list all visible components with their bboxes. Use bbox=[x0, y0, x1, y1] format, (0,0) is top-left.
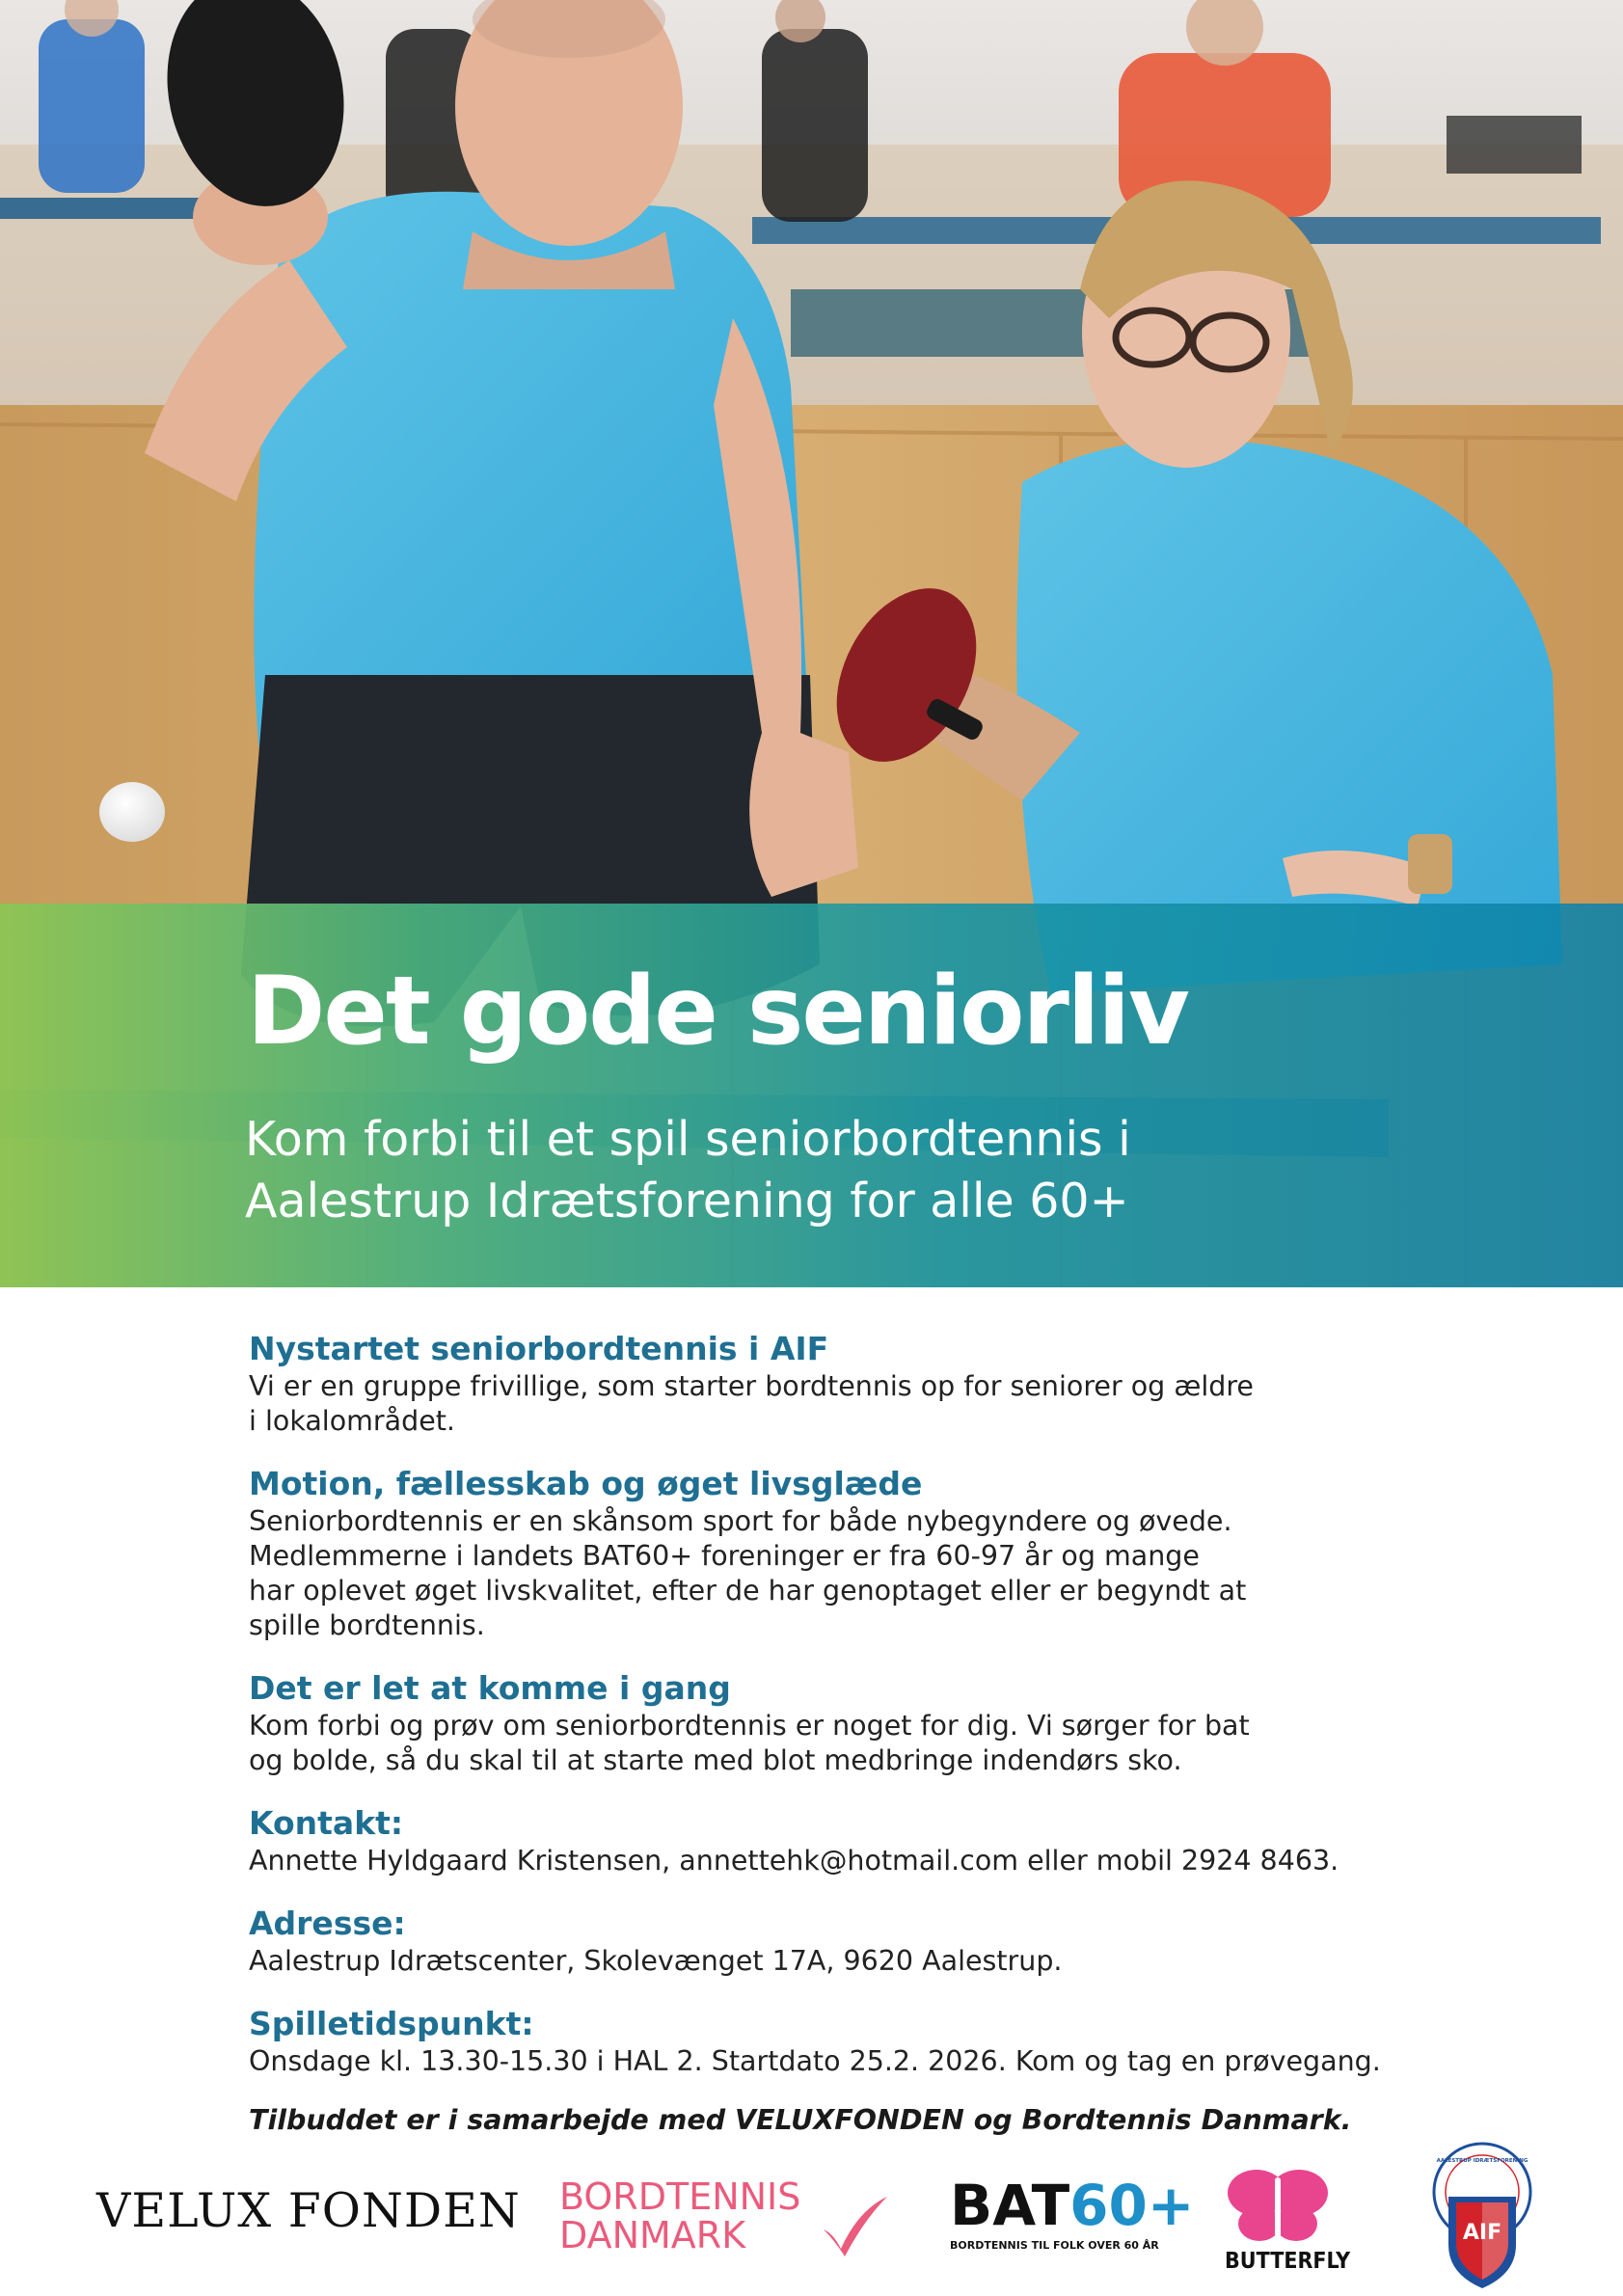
velux-fonden-logo: VELUX FONDEN bbox=[96, 2183, 521, 2238]
section-heading: Motion, fællesskab og øget livsglæde bbox=[249, 1465, 923, 1502]
butterfly-logo-text: BUTTERFLY bbox=[1225, 2249, 1351, 2274]
checkmark-icon bbox=[820, 2191, 891, 2258]
bordtennis-danmark-logo bbox=[559, 2177, 800, 2255]
page-title: Det gode seniorliv bbox=[247, 957, 1188, 1067]
section-address bbox=[249, 1904, 1406, 1979]
section-intro bbox=[249, 1329, 1406, 1439]
bat-logo-tagline: BORDTENNIS TIL FOLK OVER 60 ÅR bbox=[950, 2239, 1159, 2252]
section-text bbox=[249, 1844, 1406, 1878]
text-line: Vi er en gruppe frivillige, som starter bordtennis op for seniorer og ældre bbox=[249, 1370, 1254, 1402]
schedule-line: Onsdage kl. 13.30-15.30 i HAL 2. Startdato 25.2. 2026. Kom og tag en prøvegang. bbox=[249, 2045, 1381, 2077]
text-line: Medlemmerne i landets BAT60+ foreninger er fra 60-97 år og mange bbox=[249, 1540, 1200, 1572]
section-text bbox=[249, 1504, 1406, 1643]
section-heading: Spilletidspunkt: bbox=[249, 2005, 534, 2042]
butterfly-icon bbox=[1225, 2168, 1331, 2245]
hero-subtitle-line: Aalestrup Idrætsforening for alle 60+ bbox=[245, 1174, 1129, 1229]
section-heading: Nystartet seniorbordtennis i AIF bbox=[249, 1330, 829, 1367]
partnership-note: Tilbuddet er i samarbejde med VELUXFONDEN og Bordtennis Danmark. bbox=[249, 2104, 1352, 2136]
hero-subtitle bbox=[245, 1109, 1131, 1232]
aif-badge-label: AIF bbox=[1462, 2221, 1502, 2245]
section-getting-started bbox=[249, 1668, 1406, 1778]
section-heading: Adresse: bbox=[249, 1904, 406, 1942]
section-schedule bbox=[249, 2004, 1406, 2079]
section-heading: Det er let at komme i gang bbox=[249, 1669, 731, 1707]
text-line: Kom forbi og prøv om seniorbordtennis er noget for dig. Vi sørger for bat bbox=[249, 1710, 1250, 1742]
address-line: Aalestrup Idrætscenter, Skolevænget 17A, 9620 Aalestrup. bbox=[249, 1945, 1063, 1977]
bat60-logo bbox=[950, 2173, 1195, 2252]
butterfly-logo bbox=[1225, 2168, 1351, 2274]
text-line: spille bordtennis. bbox=[249, 1609, 485, 1641]
info-content bbox=[249, 1329, 1406, 2136]
text-line: og bolde, så du skal til at starte med blot medbringe indendørs sko. bbox=[249, 1744, 1182, 1776]
text-line: Seniorbordtennis er en skånsom sport for både nybegyndere og øvede. bbox=[249, 1505, 1232, 1537]
text-line: i lokalområdet. bbox=[249, 1405, 455, 1437]
aif-crest-icon bbox=[1429, 2139, 1535, 2293]
section-motion bbox=[249, 1464, 1406, 1643]
section-text bbox=[249, 1944, 1406, 1979]
section-text bbox=[249, 1369, 1406, 1439]
bordtennis-logo-line: DANMARK bbox=[559, 2214, 746, 2256]
section-heading: Kontakt: bbox=[249, 1804, 404, 1842]
text-line: har oplevet øget livskvalitet, efter de har genoptaget eller er begyndt at bbox=[249, 1575, 1247, 1607]
section-text bbox=[249, 1709, 1406, 1778]
aif-club-logo bbox=[1429, 2139, 1535, 2296]
bordtennis-logo-line: BORDTENNIS bbox=[559, 2175, 801, 2218]
sponsor-logos bbox=[0, 2139, 1623, 2296]
bat-logo-prefix: BAT bbox=[950, 2173, 1070, 2238]
contact-line: Annette Hyldgaard Kristensen, annettehk@hotmail.com eller mobil 2924 8463. bbox=[249, 1845, 1339, 1877]
aif-ring-label: AALESTRUP IDRÆTSFORENING bbox=[1436, 2158, 1528, 2164]
bat-logo-suffix: 60+ bbox=[1069, 2173, 1195, 2238]
section-text bbox=[249, 2044, 1406, 2079]
section-contact bbox=[249, 1803, 1406, 1878]
hero-subtitle-line: Kom forbi til et spil seniorbordtennis i bbox=[245, 1112, 1131, 1167]
